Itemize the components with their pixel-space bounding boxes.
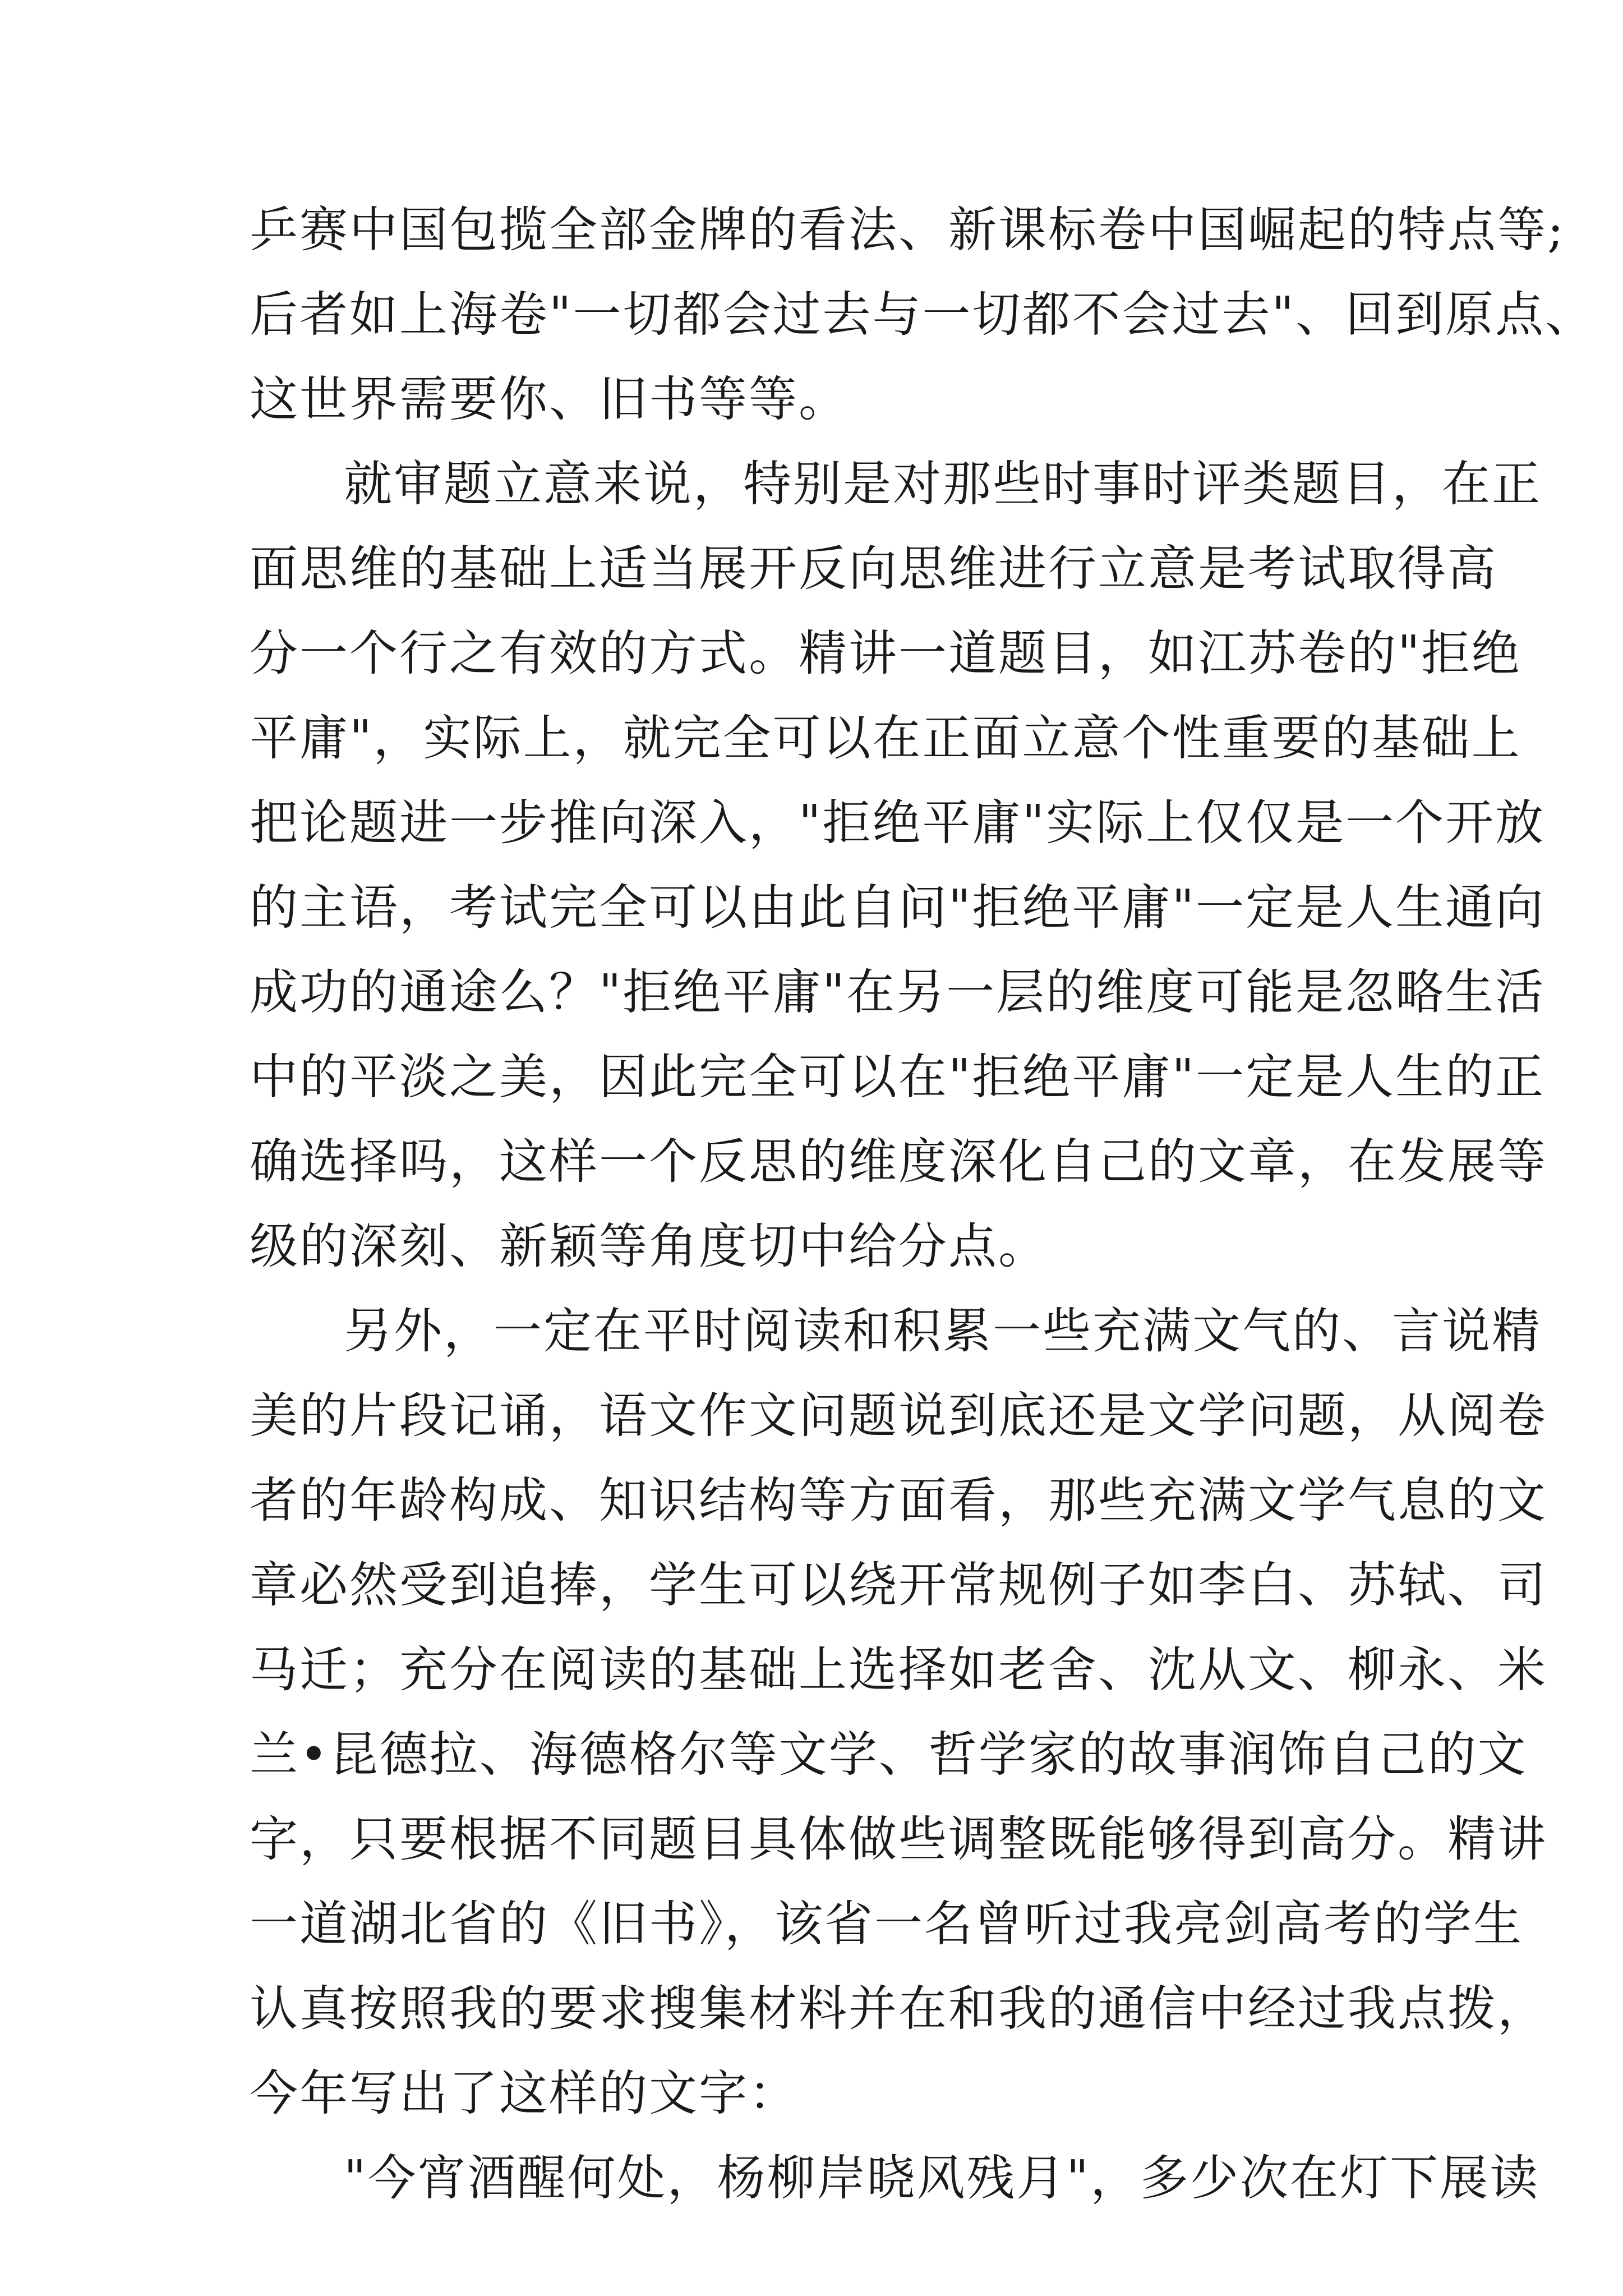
text-line: 字，只要根据不同题目具体做些调整既能够得到高分。精讲 [250, 1811, 1547, 1867]
paragraph-first-line: "今宵酒醒何处，杨柳岸晓风残月"，多少次在灯下展读 [344, 2150, 1540, 2206]
text-line: 把论题进一步推向深入，"拒绝平庸"实际上仅仅是一个开放 [250, 795, 1546, 851]
paragraph-first-line: 就审题立意来说，特别是对那些时事时评类题目，在正 [344, 456, 1542, 512]
text-line: 美的片段记诵，语文作文问题说到底还是文学问题，从阅卷 [250, 1388, 1547, 1444]
text-line: 确选择吗，这样一个反思的维度深化自己的文章，在发展等 [250, 1134, 1547, 1190]
text-line: 今年写出了这样的文字： [250, 2065, 799, 2122]
text-line: 乒赛中国包揽全部金牌的看法、新课标卷中国崛起的特点等; [250, 202, 1565, 258]
text-line: 章必然受到追捧，学生可以绕开常规例子如李白、苏轼、司 [250, 1557, 1547, 1613]
text-line: 面思维的基础上适当展开反向思维进行立意是考试取得高 [250, 541, 1497, 597]
body-text [250, 188, 1596, 2221]
text-line: 级的深刻、新颖等角度切中给分点。 [250, 1218, 1048, 1274]
text-line: 中的平淡之美，因此完全可以在"拒绝平庸"一定是人生的正 [250, 1049, 1546, 1105]
text-line: 平庸"，实际上，就完全可以在正面立意个性重要的基础上 [250, 710, 1521, 766]
text-line: 分一个行之有效的方式。精讲一道题目，如江苏卷的"拒绝 [250, 625, 1521, 682]
text-line: 认真按照我的要求搜集材料并在和我的通信中经过我点拨， [250, 1981, 1547, 2037]
text-line: 这世界需要你、旧书等等。 [250, 371, 849, 427]
text-line: 后者如上海卷"一切都会过去与一切都不会过去"、回到原点、 [250, 287, 1596, 343]
text-line: 的主语，考试完全可以由此自问"拒绝平庸"一定是人生通向 [250, 880, 1546, 936]
text-line: 马迁；充分在阅读的基础上选择如老舍、沈从文、柳永、米 [250, 1642, 1547, 1698]
text-line: 成功的通途么？"拒绝平庸"在另一层的维度可能是忽略生活 [250, 964, 1546, 1020]
text-line: 者的年龄构成、知识结构等方面看，那些充满文学气息的文 [250, 1473, 1547, 1529]
paragraph-first-line: 另外，一定在平时阅读和积累一些充满文气的、言说精 [344, 1303, 1542, 1359]
text-line: 一道湖北省的《旧书》，该省一名曾听过我亮剑高考的学生 [250, 1896, 1523, 1952]
text-line: 兰•昆德拉、海德格尔等文学、哲学家的故事润饰自己的文 [250, 1727, 1528, 1783]
